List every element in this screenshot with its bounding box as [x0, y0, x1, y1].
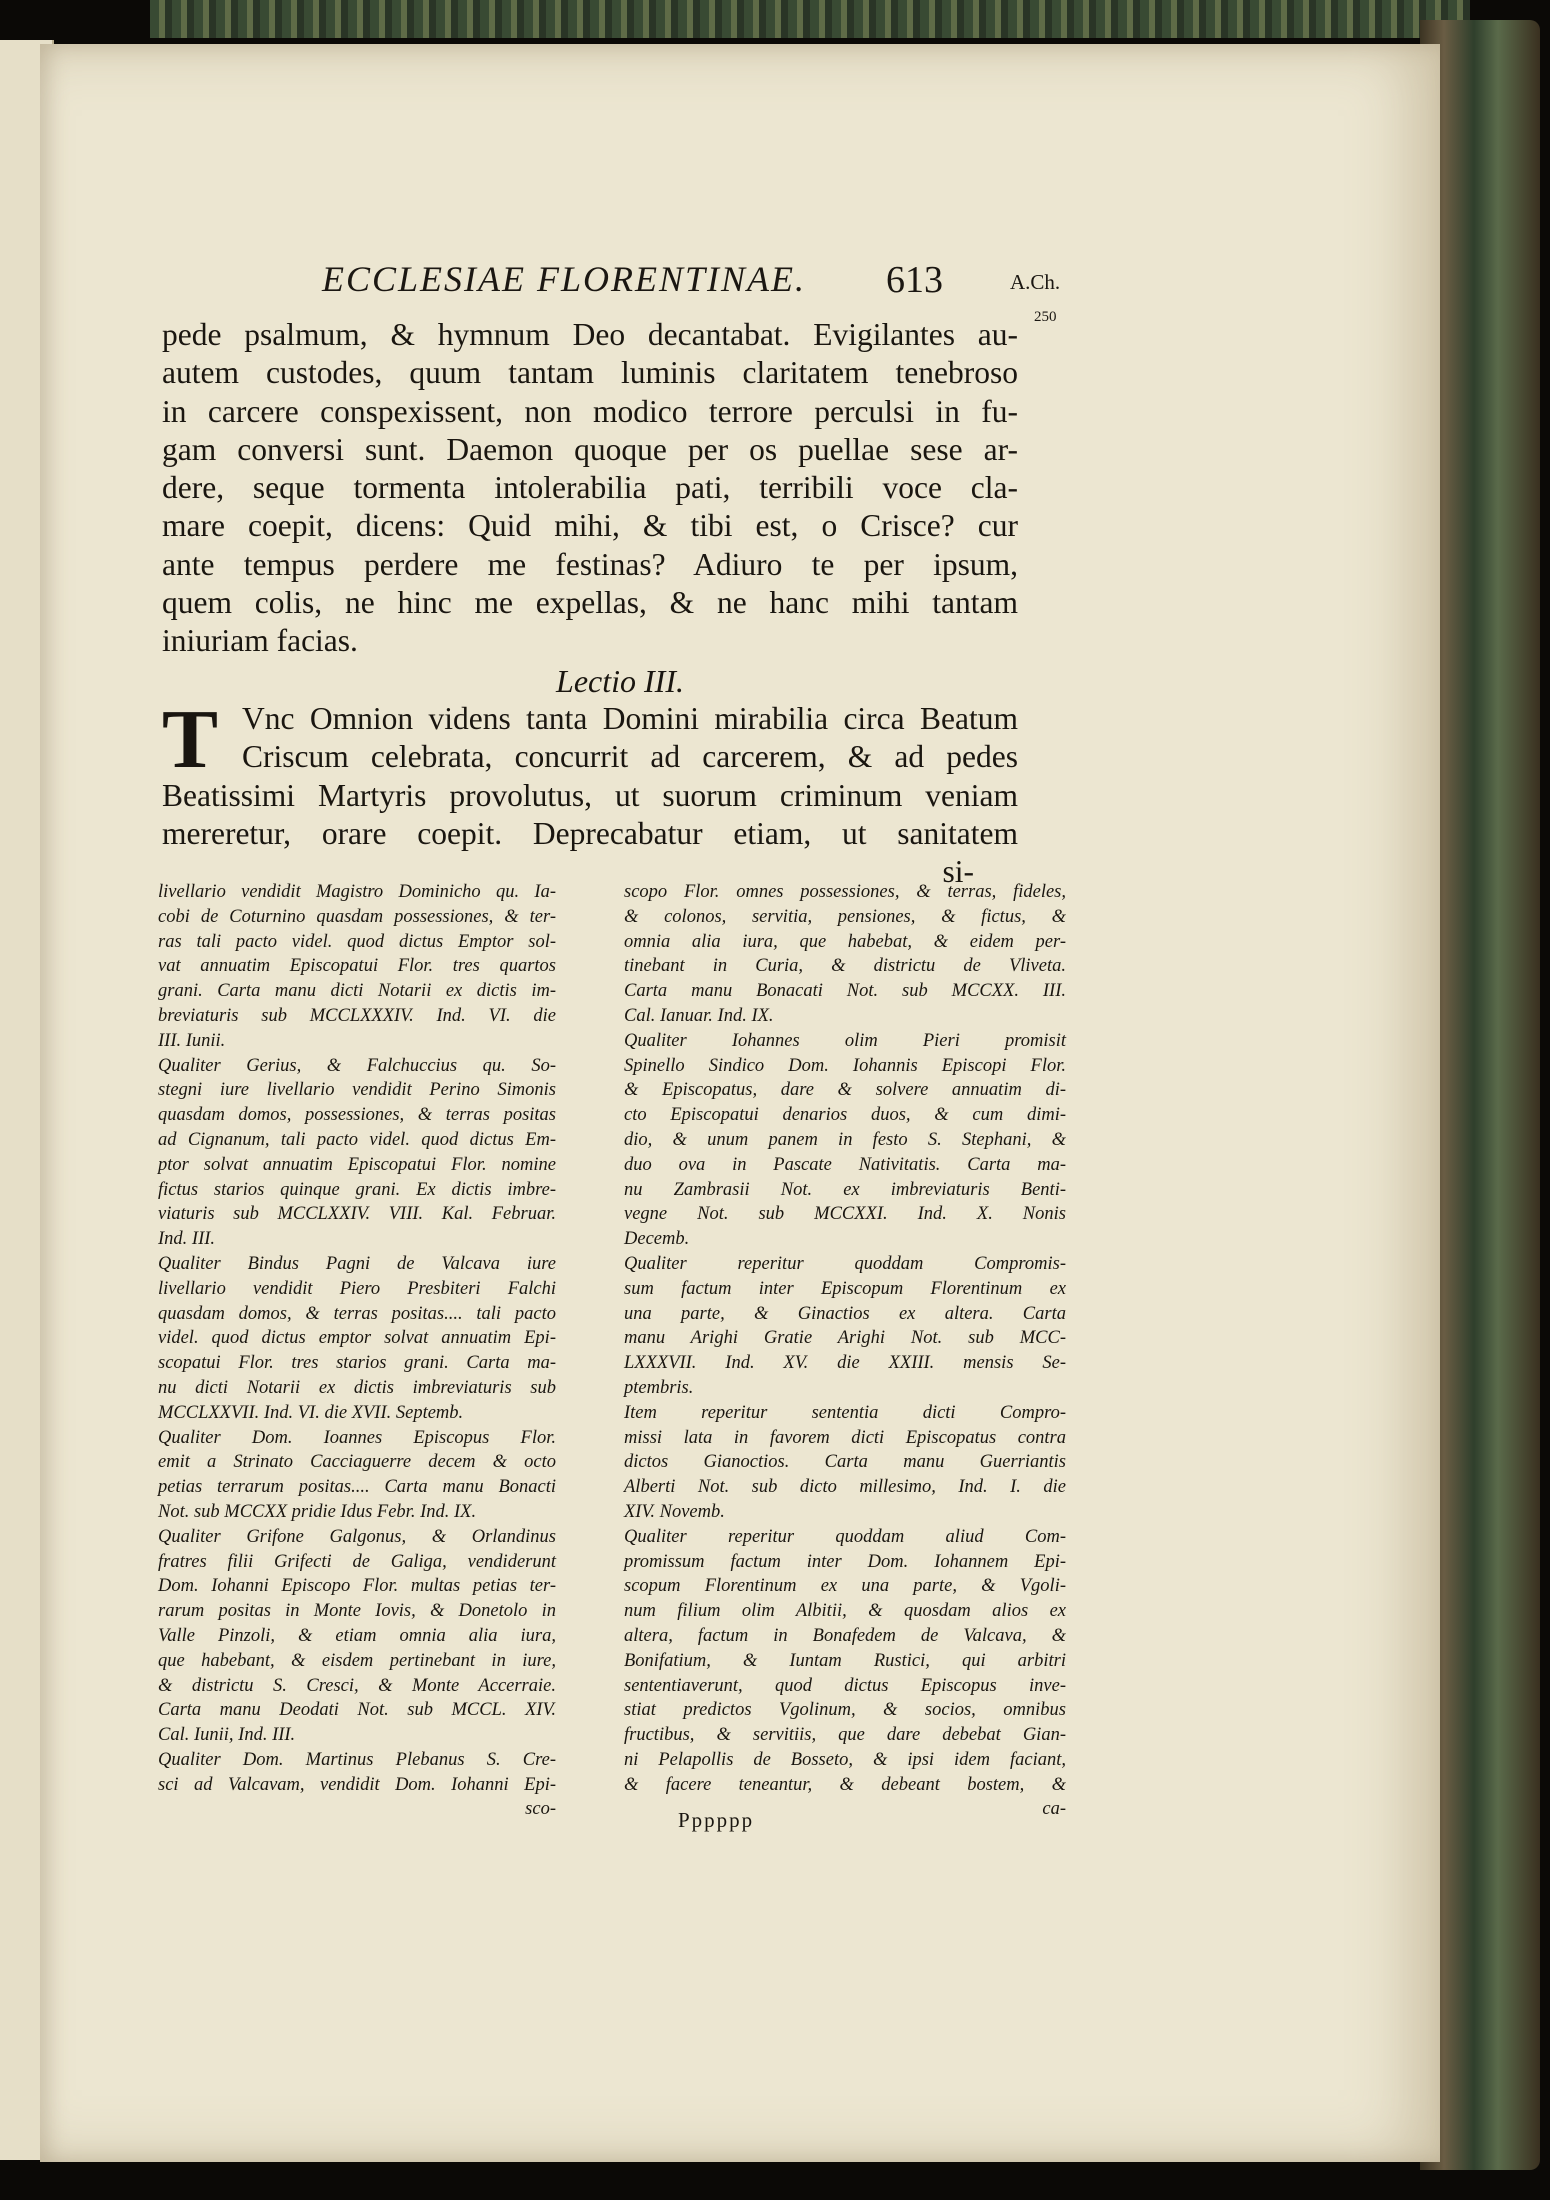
footnote-line: ptembris. [624, 1377, 694, 1398]
footnote-line: cto Episcopatui denarios duos, & cum dimi- [624, 1105, 1066, 1126]
footnote-line: fictus starios quinque grani. Ex dictis imbre- [158, 1179, 556, 1200]
footnote-line: quasdam domos, & terras positas.... tali pacto [158, 1303, 556, 1324]
footnote-line: Dom. Iohanni Episcopo Flor. multas petias ter- [158, 1576, 556, 1597]
text-line: mereretur, orare coepit. Deprecabatur etiam, ut sanitatem [162, 815, 1018, 851]
lectio-heading: Lectio III. [556, 662, 684, 699]
text-line: ante tempus perdere me festinas? Adiuro te per ipsum, [162, 546, 1018, 582]
footnote-line: fructibus, & servitiis, que dare debebat Gian- [624, 1725, 1066, 1746]
footnote-line: grani. Carta manu dicti Notarii ex dictis im- [158, 981, 556, 1002]
footnote-line: ras tali pacto videl. quod dictus Emptor sol- [158, 931, 556, 952]
footnote-line: missi lata in favorem dicti Episcopatus contra [624, 1427, 1066, 1448]
footnote-line: Qualiter Gerius, & Falchuccius qu. So- [158, 1055, 556, 1076]
text-line: mare coepit, dicens: Quid mihi, & tibi est, o Crisce? cur [162, 508, 1018, 544]
main-text-after [162, 692, 1018, 853]
footnote-line: nu Zambrasii Not. ex imbreviaturis Benti- [624, 1179, 1066, 1200]
footnote-line: emit a Strinato Cacciaguerre decem & octo [158, 1452, 556, 1473]
text-line: Vnc Omnion videns tanta Domini mirabilia circa Beatum [242, 700, 1018, 736]
margin-year: 250 [1034, 309, 1057, 325]
footnote-line: & districtu S. Cresci, & Monte Accerraie. [158, 1675, 556, 1696]
footnote-line: petias terrarum positas.... Carta manu Bonacti [158, 1477, 556, 1498]
text-line: Criscum celebrata, concurrit ad carcerem, & ad pedes [242, 739, 1018, 775]
footnote-line: LXXXVII. Ind. XV. die XXIII. mensis Se- [624, 1353, 1066, 1374]
footnote-line: Not. sub MCCXX pridie Idus Febr. Ind. IX. [158, 1501, 477, 1522]
footnote-line: num filium olim Albitii, & quosdam alios ex [624, 1601, 1066, 1622]
footnote-line: sententiaverunt, quod dictus Episcopus inve- [624, 1675, 1066, 1696]
footnote-line: fratres filii Grifecti de Galiga, vendiderunt [158, 1551, 556, 1572]
footnote-line: Spinello Sindico Dom. Iohannis Episcopi Flor. [624, 1055, 1066, 1076]
footnote-line: Qualiter reperitur quoddam Compromis- [624, 1253, 1066, 1274]
footnote-line: ca- [1042, 1799, 1066, 1820]
text-line: in carcere conspexissent, non modico terrore perculsi in fu- [162, 393, 1018, 429]
footnote-line: altera, factum in Bonafedem de Valcava, & [624, 1625, 1066, 1646]
footnote-line: vat annuatim Episcopatui Flor. tres quartos [158, 956, 556, 977]
text-line: Beatissimi Martyris provolutus, ut suorum criminum veniam [162, 777, 1018, 813]
footnote-line: manu Arighi Gratie Arighi Not. sub MCC- [624, 1328, 1066, 1349]
footnote-line: ad Cignanum, tali pacto videl. quod dictus Em- [158, 1129, 556, 1150]
footnote-line: Qualiter Dom. Ioannes Episcopus Flor. [158, 1427, 556, 1448]
lectio-paragraph [162, 692, 1018, 853]
footnote-line: cobi de Coturnino quasdam possessiones, & ter- [158, 906, 556, 927]
footnote-line: stegni iure livellario vendidit Perino Simonis [158, 1080, 556, 1101]
footnote-line: Cal. Iunii, Ind. III. [158, 1725, 296, 1746]
footnote-line: vegne Not. sub MCCXXI. Ind. X. Nonis [624, 1204, 1066, 1225]
catchword: si- [942, 854, 974, 890]
footnote-line: Item reperitur sententia dicti Compro- [624, 1402, 1066, 1423]
footnote-line: Qualiter Bindus Pagni de Valcava iure [158, 1253, 556, 1274]
footnote-line: scopo Flor. omnes possessiones, & terras, fideles, [624, 882, 1066, 902]
footnote-line: que habebant, & eisdem pertinebant in iure, [158, 1650, 556, 1671]
page-number: 613 [886, 259, 943, 301]
footnote-line: Valle Pinzoli, & etiam omnia alia iura, [158, 1625, 556, 1646]
footnote-line: Ind. III. [158, 1229, 216, 1250]
text-line: quem colis, ne hinc me expellas, & ne hanc mihi tantam [162, 585, 1018, 621]
footnote-line: & facere teneantur, & debeant bostem, & [624, 1774, 1066, 1795]
footnote-line: scopum Florentinum ex una parte, & Vgoli- [624, 1576, 1066, 1597]
footnote-line: quasdam domos, possessiones, & terras positas [158, 1105, 556, 1126]
footnote-line: omnia alia iura, que habebat, & eidem per- [624, 931, 1066, 952]
footnote-line: rarum positas in Monte Iovis, & Donetolo in [158, 1601, 556, 1622]
text-line: gam conversi sunt. Daemon quoque per os puellae sese ar- [162, 431, 1018, 467]
footnote-line: livellario vendidit Magistro Dominicho qu. Ia- [158, 882, 556, 902]
footnote-line: scopatui Flor. tres starios grani. Carta ma- [158, 1353, 556, 1374]
footnote-line: Alberti Not. sub dicto millesimo, Ind. I. die [624, 1477, 1066, 1498]
footnote-line: & Episcopatus, dare & solvere annuatim di- [624, 1080, 1066, 1101]
footnote-line: nu dicti Notarii ex dictis imbreviaturis sub [158, 1377, 556, 1398]
footnote-line: una parte, & Ginactios ex altera. Carta [624, 1303, 1066, 1324]
drop-cap: T [162, 692, 219, 786]
text-line: pede psalmum, & hymnum Deo decantabat. Evigilantes au- [162, 317, 1018, 352]
footnote-line: stiat predictos Vgolinum, & socios, omnibus [624, 1700, 1066, 1721]
footnote-line: Carta manu Bonacati Not. sub MCCXX. III. [624, 981, 1066, 1002]
footnote-line: Cal. Ianuar. Ind. IX. [624, 1005, 774, 1026]
footnote-line: Carta manu Deodati Not. sub MCCL. XIV. [158, 1700, 556, 1721]
footnote-line: sum factum inter Episcopum Florentinum ex [624, 1278, 1066, 1299]
footnote-line: Bonifatium, & Iuntam Rustici, qui arbitri [624, 1650, 1066, 1671]
footnote-line: duo ova in Pascate Nativitatis. Carta ma- [624, 1154, 1066, 1175]
margin-note: A.Ch. [1010, 270, 1061, 294]
footnote-line: promissum factum inter Dom. Iohannem Epi- [624, 1551, 1066, 1572]
footnote-column-left [158, 880, 556, 1822]
footnote-line: dictos Gianoctios. Carta manu Guerriantis [624, 1452, 1066, 1473]
footnote-line: ptor solvat annuatim Episcopatui Flor. nomine [158, 1154, 556, 1175]
footnote-line: Decemb. [624, 1229, 690, 1250]
top-marbled-edge [150, 0, 1470, 38]
text-line: autem custodes, quum tantam luminis claritatem tenebroso [162, 355, 1018, 391]
footnote-line: XIV. Novemb. [624, 1501, 725, 1522]
signature-mark: Pppppp [678, 1808, 755, 1832]
main-text-block [162, 316, 1018, 891]
footnote-line: breviaturis sub MCCLXXXIV. Ind. VI. die [158, 1005, 556, 1026]
footnote-line: sci ad Valcavam, vendidit Dom. Iohanni Epi- [158, 1774, 556, 1795]
footnote-line: Qualiter reperitur quoddam aliud Com- [624, 1526, 1066, 1547]
footnote-line: Qualiter Iohannes olim Pieri promisit [624, 1030, 1066, 1051]
footnote-line: tinebant in Curia, & districtu de Vliveta. [624, 956, 1066, 977]
text-line: dere, seque tormenta intolerabilia pati, terribili voce cla- [162, 470, 1018, 506]
footnote-line: & colonos, servitia, pensiones, & fictus, & [624, 906, 1066, 927]
footnote-line: Qualiter Grifone Galgonus, & Orlandinus [158, 1526, 556, 1547]
footnote-line: sco- [525, 1799, 556, 1820]
footnote-line: livellario vendidit Piero Presbiteri Falchi [158, 1278, 556, 1299]
footnote-line: MCCLXXVII. Ind. VI. die XVII. Septemb. [158, 1402, 464, 1423]
running-title: ECCLESIAE FLORENTINAE. [322, 259, 806, 299]
footnote-line: III. Iunii. [158, 1030, 226, 1051]
footnote-line: Qualiter Dom. Martinus Plebanus S. Cre- [158, 1749, 556, 1770]
footnote-line: dio, & unum panem in festo S. Stephani, & [624, 1129, 1066, 1150]
footnote-line: ni Pelapollis de Bosseto, & ipsi idem faciant, [624, 1749, 1066, 1770]
text-line: iniuriam facias. [162, 623, 358, 659]
footnote-line: videl. quod dictus emptor solvat annuatim Epi- [158, 1328, 556, 1349]
main-text-before [162, 316, 1018, 661]
footnote-line: viaturis sub MCCLXXIV. VIII. Kal. Februar. [158, 1204, 556, 1225]
footnote-column-right [624, 880, 1066, 1822]
